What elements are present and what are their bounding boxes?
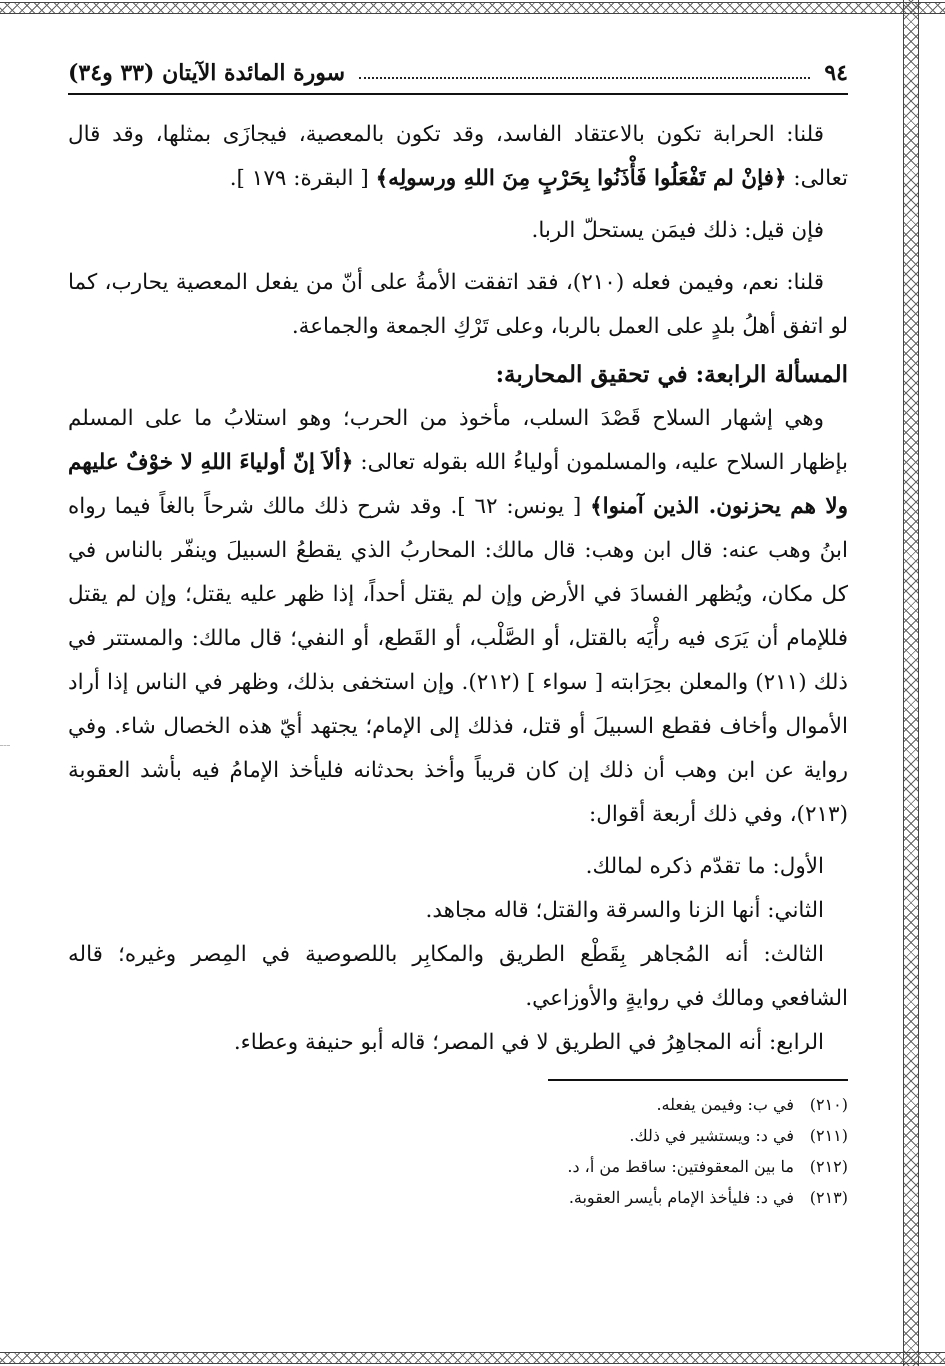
footnote-number: (٢١٣) bbox=[809, 1188, 848, 1207]
footnote-number: (٢١١) bbox=[809, 1126, 848, 1145]
footnote-item bbox=[68, 1089, 848, 1120]
quran-verse: ﴿فإنْ لم تَفْعَلُوا فَأْذَنُوا بِحَرْبٍ مِنَ اللهِ ورسولِه﴾ bbox=[375, 166, 787, 191]
footnote-text: في ب: وفيمن يفعله. bbox=[656, 1095, 794, 1114]
page-number: ٩٤ bbox=[824, 60, 848, 86]
text-run: وهي إشهار السلاح قَصْدَ السلب، مأخوذ من الحرب؛ وهو استلابُ ما على المسلم بإظهار السلاح عليه، والمسلمون أولياءُ الله بقوله تعالى: bbox=[68, 406, 848, 475]
book-page bbox=[68, 55, 848, 1213]
footnotes bbox=[68, 1089, 848, 1213]
footnote-number: (٢١٢) bbox=[809, 1157, 848, 1176]
footnote-number: (٢١٠) bbox=[809, 1095, 848, 1114]
bottom-border-ornament bbox=[0, 1352, 945, 1364]
paragraph-answer-2: قلنا: نعم، وفيمن فعله (٢١٠)، فقد اتفقت الأمةُ على أنّ من يفعل المعصية يحارب، كما لو اتفق أهلُ بلدٍ على العمل بالربا، وعلى تَرْكِ الجمعة والجماعة. bbox=[68, 270, 848, 339]
margin-mark bbox=[0, 745, 10, 746]
header-rule bbox=[68, 93, 848, 95]
opinion-3: الثالث: أنه المُجاهر بِقَطْع الطريق والمكابِر باللصوصية في المِصر وغيره؛ قاله الشافعي ومالك في روايةٍ والأوزاعي. bbox=[68, 942, 848, 1011]
running-header bbox=[68, 55, 848, 91]
paragraph-question: فإن قيل: ذلك فيمَن يستحلّ الربا. bbox=[531, 218, 824, 243]
quran-verse: ﴿ألاَ إنّ أولياءَ اللهِ لا خوْفٌ عليهم ولا هم يحزنون. الذين آمنوا﴾ bbox=[68, 450, 849, 519]
paragraph-definition bbox=[68, 397, 848, 837]
footnote-text: ما بين المعقوفتين: ساقط من أ، د. bbox=[567, 1157, 794, 1176]
opinion-1: الأول: ما تقدّم ذكره لمالك. bbox=[585, 854, 824, 879]
footnote-text: في د: ويستشير في ذلك. bbox=[629, 1126, 794, 1145]
running-title: سورة المائدة الآيتان (٣٣ و٣٤) bbox=[68, 60, 346, 86]
footnote-rule bbox=[548, 1079, 848, 1081]
section-heading: المسألة الرابعة: في تحقيق المحاربة: bbox=[495, 361, 848, 388]
footnote-item bbox=[68, 1120, 848, 1151]
paragraph-answer-1 bbox=[68, 113, 848, 201]
text-run: قلنا: الحرابة تكون بالاعتقاد الفاسد، وقد تكون بالمعصية، فيجازَى بمثلها، وقد قال تعالى: bbox=[68, 122, 848, 191]
opinion-2: الثاني: أنها الزنا والسرقة والقتل؛ قاله مجاهد. bbox=[425, 898, 824, 923]
footnote-item bbox=[68, 1151, 848, 1182]
text-run: [ يونس: ٦٢ ]. وقد شرح ذلك مالك شرحاً بالغاً فيما رواه ابنُ وهب عنه: قال ابن وهب: قال مالك: المحاربُ الذي يقطعُ السبيلَ وينفّر بالناس في كل مكان، ويُظهر الفسادَ في الأرض وإن لم يقتل أحداً، إذا ظهر عليه يقتل؛ وإن لم يقتل فللإمام أن يَرَى فيه رأْيَه بالقتل، أو الصَّلْب، أو القَطع، أو النفي؛ قال مالك: والمستتر في ذلك (٢١١) والمعلن بحِرَابته [ سواء ] (٢١٢). وإن استخفى بذلك، وظهر في الناس إذا أراد الأموال وأخاف فقطع السبيلَ أو قتل، فذلك إلى الإمام؛ يجتهد أيّ هذه الخصال شاء. وفي رواية عن ابن وهب أن ذلك إن كان قريباً وأخذ بحدثانه فليأخذ الإمامُ فيه بأشد العقوبة (٢١٣)، وفي ذلك أربعة أقوال: bbox=[68, 494, 849, 827]
footnote-text: في د: فليأخذ الإمام بأيسر العقوبة. bbox=[568, 1188, 794, 1207]
text-run: [ البقرة: ١٧٩ ]. bbox=[229, 166, 376, 191]
footnote-item bbox=[68, 1182, 848, 1213]
header-dot-leader bbox=[359, 67, 810, 79]
right-border-ornament bbox=[903, 0, 919, 1366]
opinion-4: الرابع: أنه المجاهِرُ في الطريق لا في المصر؛ قاله أبو حنيفة وعطاء. bbox=[233, 1030, 824, 1055]
top-border-ornament bbox=[0, 2, 945, 14]
page-body bbox=[68, 113, 848, 1213]
